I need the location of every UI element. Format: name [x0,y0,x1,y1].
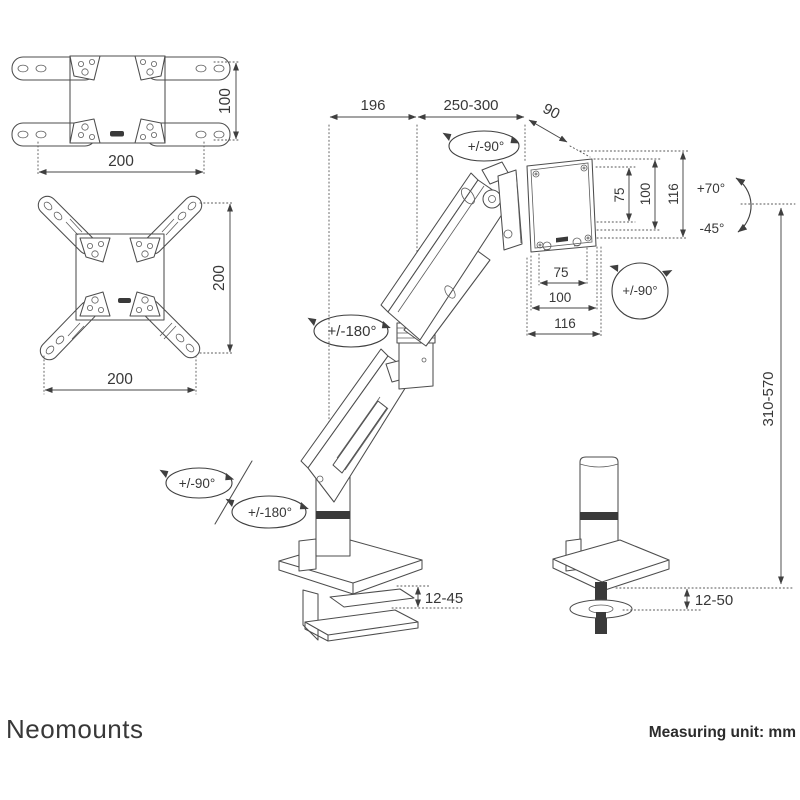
dim-vesa-horizontal [527,247,601,336]
dim-height-range [616,204,795,588]
rotation-tilt [697,178,751,236]
adapter-cross-width-label: 200 [107,371,133,388]
vesa-v116-label: 116 [666,183,681,205]
grommet-base-drawing [553,457,669,634]
vesa-adapter-bar-drawing [12,56,240,176]
rotation-divider-line [215,461,252,524]
vesa-v100-label: 100 [638,182,653,206]
adapter-bar-width-label: 200 [108,153,134,170]
measuring-unit-label: Measuring unit: mm [648,724,796,741]
dim-grommet-range [623,589,733,610]
rotation-base [224,496,310,528]
dim-rear-arm-length [330,97,416,117]
mount-head-drawing [482,162,522,250]
dim-head-depth [529,100,590,157]
vesa-v75-label: 75 [612,187,627,203]
vesa-rotation-label: +/-90° [622,283,658,298]
rotation-vesa [608,262,673,319]
vesa-plate-drawing [527,159,596,252]
dim-adapter-cross-height [200,203,234,353]
front-arm-length-label: 250-300 [443,97,499,114]
elbow-rotation-label: +/-180° [327,323,377,340]
vesa-adapter-cross-drawing [35,193,234,394]
rotation-pole [158,467,235,498]
tilt-up-label: +70° [696,181,726,196]
rotation-head-swivel [441,130,521,161]
vesa-h100-label: 100 [548,290,572,305]
brand-logo: Neomounts [6,714,144,744]
monitor-arm-drawing [279,159,596,641]
grommet-range-label: 12-50 [694,592,734,609]
head-swivel-label: +/-90° [467,139,505,154]
pole-rotation-label: +/-90° [178,476,216,491]
tilt-down-label: -45° [699,221,725,236]
vesa-h75-label: 75 [553,265,569,280]
dim-adapter-bar-width [38,142,204,176]
dim-front-arm-length [418,97,524,117]
head-depth-label: 90 [539,100,563,123]
rotation-elbow [306,315,392,347]
adapter-cross-height-label: 200 [211,265,228,291]
vesa-h116-label: 116 [554,316,576,331]
dim-vesa-vertical [580,151,688,238]
clamp-range-label: 12-45 [424,590,464,607]
desk-clamp-base-drawing [279,453,422,641]
base-rotation-label: +/-180° [247,505,293,520]
rear-arm-length-label: 196 [360,97,386,114]
height-range-label: 310-570 [760,371,777,427]
adapter-bar-height-label: 100 [217,88,234,114]
dim-adapter-cross-width [44,356,196,394]
